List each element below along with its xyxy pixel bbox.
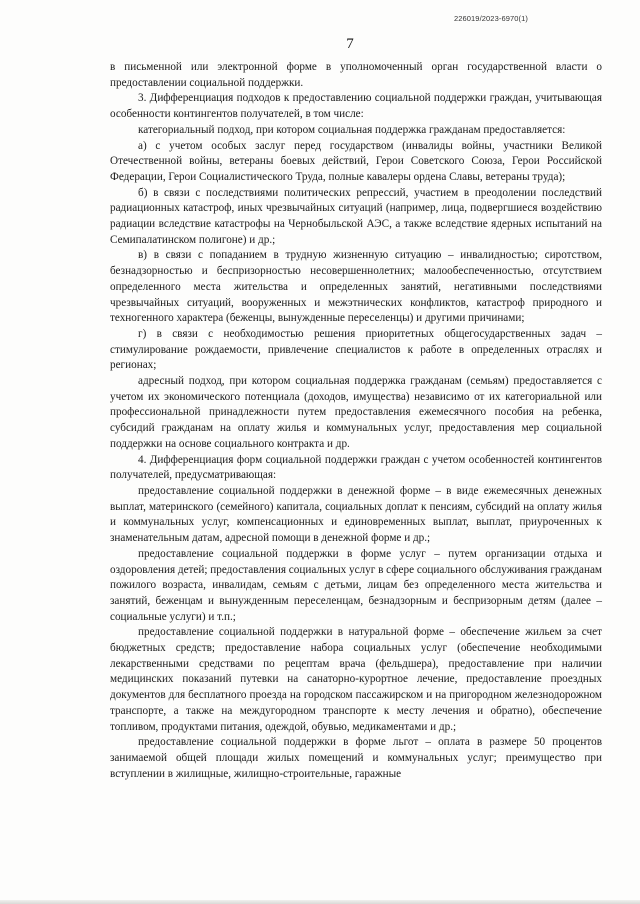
document-id: 226019/2023-6970(1) (453, 14, 528, 23)
paragraph: предоставление социальной поддержки в денежной форме – в виде ежемесячных денежных выплат, материнского (семейного) капитала, социальных доплат к пенсиям, субсидий на оплату жилья и коммунальных услуг, компенсационных и единовременных выплат, выплат, приуроченных к знаменательным датам, адресной помощи в денежной форме и др.; (110, 484, 602, 545)
document-body (110, 60, 602, 782)
paragraph: адресный подход, при котором социальная поддержка гражданам (семьям) предоставляется с учетом их экономического потенциала (доходов, имущества) независимо от их категориальной или профессиональной принадлежности путем предоставления ежемесячного пособия на ребенка, субсидий гражданам на оплату жилья и коммунальных услуг, предоставления мер социальной поддержки на основе социального контракта и др. (110, 375, 602, 450)
paragraph: предоставление социальной поддержки в форме услуг – путем организации отдыха и оздоровления детей; предоставления социальных услуг в сфере социального обслуживания гражданам пожилого возраста, инвалидам, семьям с детьми, лицам без определенного места жительства и занятий, беженцам и вынужденным переселенцам, безнадзорным и беспризорным детям (далее – социальные услуги) и т.п.; (110, 547, 603, 623)
paragraph: 4. Дифференциация форм социальной поддержки граждан с учетом особенностей контингентов получателей, предусматривающая: (110, 453, 602, 482)
paragraph: а) с учетом особых заслуг перед государством (инвалиды войны, участники Великой Отечественной войны, ветераны боевых действий, Герои Советского Союза, Герои Российской Федерации, Герои Социалистического Труда, полные кавалеры ордена Славы, ветераны труда); (110, 139, 602, 183)
paragraph: в письменной или электронной форме в уполномоченный орган государственной власти о предоставлении социальной поддержки. (110, 61, 602, 89)
paragraph: г) в связи с необходимостью решения приоритетных общегосударственных задач – стимулирование рождаемости, привлечение специалистов к работе в определенных отраслях и регионах; (110, 327, 602, 372)
paragraph: предоставление социальной поддержки в форме льгот – оплата в размере 50 процентов занимаемой общей площади жилых помещений и коммунальных услуг; преимущество при вступлении в жилищные, жилищно-строительные, гаражные (110, 736, 602, 780)
paragraph: б) в связи с последствиями политических репрессий, участием в преодолении последствий радиационных катастроф, иных чрезвычайных ситуаций (например, лица, подвергшиеся воздействию радиации вследствие катастрофы на Чернобыльской АЭС, а также вследствие ядерных испытаний на Семипалатинском полигоне) и др.; (110, 186, 602, 246)
paragraph: категориальный подход, при котором социальная поддержка гражданам предоставляется: (138, 123, 566, 136)
page-number: 7 (346, 36, 354, 52)
paragraph: в) в связи с попаданием в трудную жизненную ситуацию – инвалидностью; сиротством, безнадзорностью и беспризорностью несовершеннолетних; малообеспеченностью, отсутствием определенного места жительства и определенных занятий, негативными последствиями чрезвычайных ситуаций, вооруженных и межэтнических конфликтов, катастроф природного и техногенного характера (беженцы, вынужденные переселенцы) и другими причинами; (110, 249, 602, 325)
paragraph: предоставление социальной поддержки в натуральной форме – обеспечение жильем за счет бюджетных средств; предоставление набора социальных услуг (обеспечение необходимыми лекарственными средствами по рецептам врача (фельдшера), предоставление при наличии медицинских показаний путевки на санаторно-курортное лечение, предоставление проездных документов для бесплатного проезда на городском пассажирском и на пригородном железнодорожном транспорте, а также на междугородном транспорте к месту лечения и обратно), обеспечение топливом, продуктами питания, одеждой, обувью, медикаментами и др.; (110, 626, 602, 733)
paragraph: 3. Дифференциация подходов к предоставлению социальной поддержки граждан, учитывающая особенности контингентов получателей, в том числе: (110, 92, 602, 121)
scan-edge-shadow (0, 900, 640, 904)
